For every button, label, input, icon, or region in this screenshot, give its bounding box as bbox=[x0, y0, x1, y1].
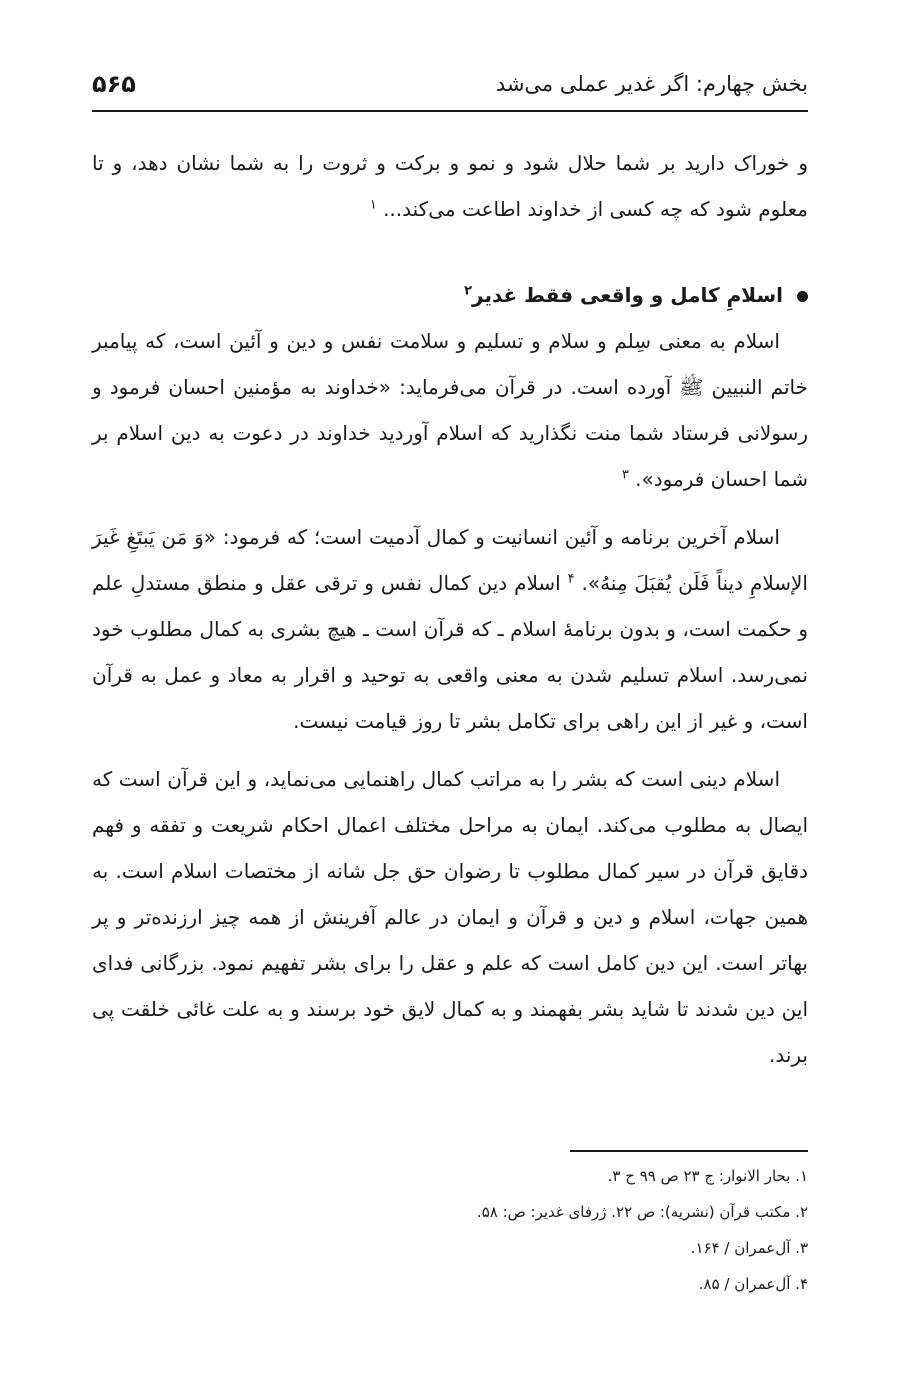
paragraph-3 bbox=[92, 756, 808, 1078]
paragraph-2 bbox=[92, 514, 808, 744]
bullet-icon bbox=[797, 291, 808, 302]
section-heading-text: اسلامِ کامل و واقعی فقط غدیر bbox=[472, 283, 783, 307]
paragraph-2-text-b: اسلام دین کمال نفس و ترقی عقل و منطق مستدلِ علم و حکمت است، و بدون برنامۀ اسلام ـ که قرآن است ـ هیچ بشری به کمال مطلوب خود نمی‌رسد. اسلام تسلیم شدن به معنی واقعی به توحید و اقرار به معاد و عمل به قرآن است، و غیر از این راهی برای تکامل بشر تا روز قیامت نیست. bbox=[92, 571, 808, 733]
intro-paragraph bbox=[92, 140, 808, 232]
section-heading bbox=[92, 272, 808, 318]
intro-text: و خوراک دارید بر شما حلال شود و نمو و برکت و ثروت را به شما نشان دهد، و تا معلوم شود که چه کسی از خداوند اطاعت می‌کند... bbox=[92, 151, 808, 221]
running-title: بخش چهارم: اگر غدیر عملی می‌شد bbox=[495, 72, 808, 96]
paragraph-2-text-a: اسلام آخرین برنامه و آئین انسانیت و کمال آدمیت است؛ که فرمود: «وَ مَن يَبتَغِ غَيرَ الإسلامِ ديناً فَلَن يُقبَلَ مِنهُ». bbox=[92, 525, 808, 595]
footnote-ref-3: ۳ bbox=[621, 467, 629, 483]
book-page bbox=[92, 0, 808, 1390]
main-text bbox=[92, 140, 808, 1090]
footnote-ref-4: ۴ bbox=[567, 571, 575, 587]
footnote-separator bbox=[570, 1150, 808, 1152]
footnote-ref-2: ۲ bbox=[464, 283, 473, 299]
page-number: ۵۶۵ bbox=[92, 70, 136, 98]
page-header bbox=[92, 70, 808, 112]
paragraph-1-text: اسلام به معنی سِلم و سلام و تسلیم و سلامت نفس و دین و آئین است، که پیامبر خاتم النبیین ﷺ آورده است. در قرآن می‌فرماید: «خداوند به مؤمنین احسان فرمود و رسولانی فرستاد شما منت نگذارید که اسلام آوردید خداوند در دعوت به دین اسلام بر شما احسان فرمود». bbox=[92, 329, 808, 491]
footnote-3: ۳. آل‌عمران / ۱۶۴. bbox=[690, 1239, 808, 1257]
footnote-ref-1: ۱ bbox=[369, 197, 377, 213]
paragraph-3-text: اسلام دینی است که بشر را به مراتب کمال راهنمایی می‌نماید، و این قرآن است که ایصال به مطلوب می‌کند. ایمان به مراحل مختلف اعمال احکام شریعت و تفقه و فهم دقایق قرآن در سیر کمال مطلوب تا رضوان حق جل شانه از مختصات اسلام است. به همین جهات، اسلام و دین و قرآن و ایمان در عالم آفرینش از همه چیز ارزنده‌تر و پر بهاتر است. این دین کامل است که علم و عقل را برای بشر تفهیم نمود. بزرگانی فدای این دین شدند تا شاید بشر بفهمند و به کمال لایق خود برسند و به علت غائی خلقت پی برند. bbox=[92, 767, 808, 1067]
footnote-4: ۴. آل‌عمران / ۸۵. bbox=[698, 1275, 808, 1293]
footnote-1: ۱. بحار الانوار: ج ۲۳ ص ۹۹ ح ۳. bbox=[607, 1167, 808, 1185]
footnote-2: ۲. مکتب قرآن (نشریه): ص ۲۲. ژرفای غدیر: ص: ۵۸. bbox=[476, 1203, 808, 1221]
paragraph-1 bbox=[92, 318, 808, 502]
footnotes bbox=[92, 1158, 808, 1302]
